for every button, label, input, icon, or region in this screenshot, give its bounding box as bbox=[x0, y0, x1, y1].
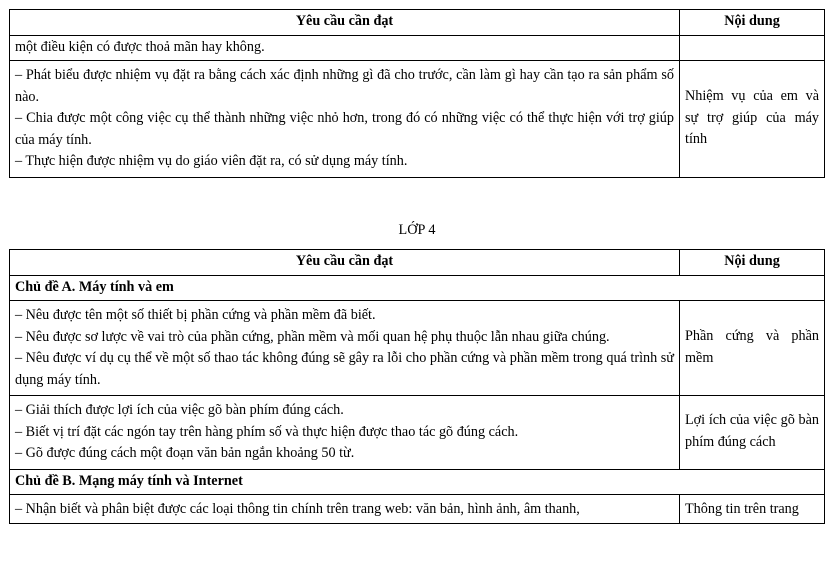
header-content: Nội dung bbox=[680, 250, 825, 276]
topic-row bbox=[10, 469, 825, 495]
table-row bbox=[10, 396, 825, 470]
requirements-cell bbox=[10, 495, 680, 524]
requirement-line: một điều kiện có được thoả mãn hay không. bbox=[15, 38, 265, 55]
requirements-table-continued bbox=[9, 9, 825, 178]
header-requirements: Yêu cầu cần đạt bbox=[10, 250, 680, 276]
table-header-row bbox=[10, 10, 825, 36]
requirement-line: – Gõ được đúng cách một đoạn văn bản ngắn khoảng 50 từ. bbox=[15, 445, 355, 461]
table-row bbox=[10, 495, 825, 524]
table-header-row bbox=[10, 250, 825, 276]
grade-title: LỚP 4 bbox=[398, 222, 436, 238]
requirements-cell bbox=[10, 301, 680, 396]
topic-a-title: Chủ đề A. Máy tính và em bbox=[10, 275, 825, 301]
requirement-line: – Nhận biết và phân biệt được các loại thông tin chính trên trang web: văn bản, hình ảnh, âm thanh, bbox=[15, 501, 580, 517]
content-cell: Thông tin trên trang bbox=[680, 495, 825, 524]
table-row bbox=[10, 61, 825, 178]
requirement-line: – Phát biểu được nhiệm vụ đặt ra bằng cách xác định những gì đã cho trước, cần làm gì hay cần tạo ra sản phẩm số nào. bbox=[15, 67, 674, 105]
requirement-line: – Nêu được ví dụ cụ thể về một số thao tác không đúng sẽ gây ra lỗi cho phần cứng và phần mềm trong quá trình sử dụng máy tính. bbox=[15, 350, 674, 388]
content-cell: Lợi ích của việc gõ bàn phím đúng cách bbox=[680, 396, 825, 470]
topic-row bbox=[10, 275, 825, 301]
table-row bbox=[10, 35, 825, 61]
content-cell: Nhiệm vụ của em và sự trợ giúp của máy tính bbox=[680, 61, 825, 178]
header-requirements: Yêu cầu cần đạt bbox=[10, 10, 680, 36]
topic-b-title: Chủ đề B. Mạng máy tính và Internet bbox=[10, 469, 825, 495]
requirement-line: – Thực hiện được nhiệm vụ do giáo viên đặt ra, có sử dụng máy tính. bbox=[15, 153, 408, 169]
content-cell bbox=[680, 35, 825, 61]
requirement-line: – Biết vị trí đặt các ngón tay trên hàng phím số và thực hiện được thao tác gõ đúng cách. bbox=[15, 423, 519, 440]
requirement-line: – Giải thích được lợi ích của việc gõ bàn phím đúng cách. bbox=[15, 402, 344, 418]
requirements-table-grade4 bbox=[9, 249, 825, 524]
header-content: Nội dung bbox=[680, 10, 825, 36]
content-cell: Phần cứng và phần mềm bbox=[680, 301, 825, 396]
requirement-line: – Nêu được tên một số thiết bị phần cứng và phần mềm đã biết. bbox=[15, 307, 376, 323]
requirement-line: – Chia được một công việc cụ thể thành những việc nhỏ hơn, trong đó có những việc có thể thực hiện với trợ giúp của máy tính. bbox=[15, 110, 674, 148]
requirements-cell bbox=[10, 396, 680, 470]
table-row bbox=[10, 301, 825, 396]
requirements-cell bbox=[10, 61, 680, 178]
requirement-line: – Nêu được sơ lược về vai trò của phần cứng, phần mềm và mối quan hệ phụ thuộc lẫn nhau giữa chúng. bbox=[15, 328, 610, 345]
requirements-cell bbox=[10, 35, 680, 61]
